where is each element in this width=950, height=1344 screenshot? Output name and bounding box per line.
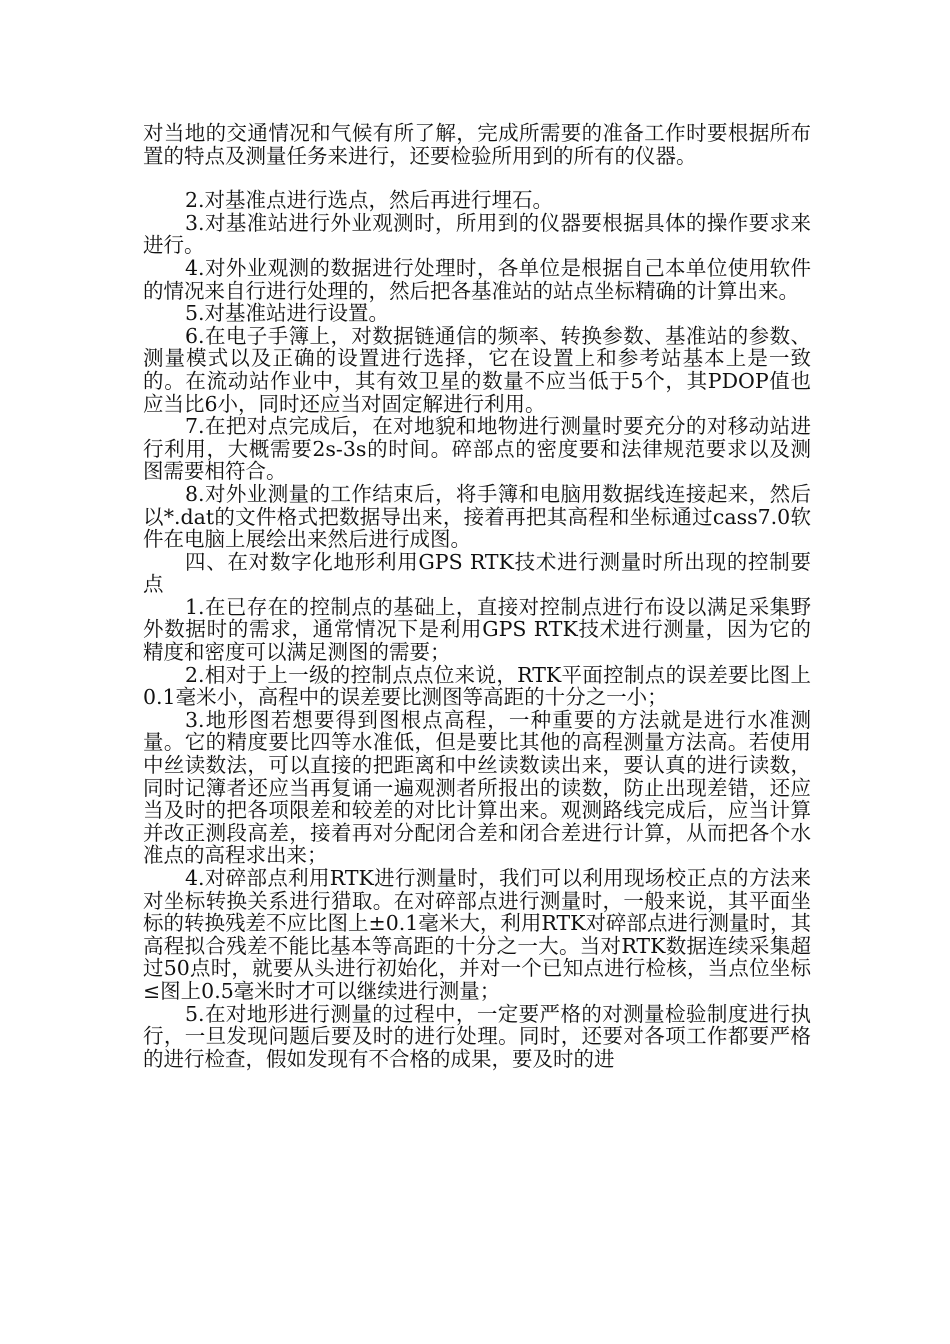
paragraph-point-1: 1.在已存在的控制点的基础上，直接对控制点进行布设以满足采集野外数据时的需求，通常情况下是利用GPS RTK技术进行测量，因为它的精度和密度可以满足测图的需要； xyxy=(143,594,811,665)
paragraph-step-6: 6.在电子手簿上，对数据链通信的频率、转换参数、基准站的参数、测量模式以及正确的设置进行选择，它在设置上和参考站基本上是一致的。在流动站作业中，其有效卫星的数量不应当低于5个，其PDOP值也应当比6小，同时还应当对固定解进行利用。 xyxy=(143,323,811,416)
paragraph-point-2: 2.相对于上一级的控制点点位来说，RTK平面控制点的误差要比图上0.1毫米小，高程中的误差要比测图等高距的十分之一小； xyxy=(143,662,811,710)
paragraph-step-3: 3.对基准站进行外业观测时，所用到的仪器要根据具体的操作要求来进行。 xyxy=(143,210,811,258)
paragraph-point-4: 4.对碎部点利用RTK进行测量时，我们可以利用现场校正点的方法来对坐标转换关系进行猎取。在对碎部点进行测量时，一般来说，其平面坐标的转换残差不应比图上±0.1毫米大，利用RTK对碎部点进行测量时，其高程拟合残差不能比基本等高距的十分之一大。当对RTK数据连续采集超过50点时，就要从头进行初始化，并对一个已知点进行检核，当点位坐标≤图上0.5毫米时才可以继续进行测量； xyxy=(143,866,811,1003)
paragraph-step-7: 7.在把对点完成后，在对地貌和地物进行测量时要充分的对移动站进行利用，大概需要2s-3s的时间。碎部点的密度要和法律规范要求以及测图需要相符合。 xyxy=(143,414,811,484)
paragraph-step-4: 4.对外业观测的数据进行处理时，各单位是根据自己本单位使用软件的情况来自行进行处理的，然后把各基准站的站点坐标精确的计算出来。 xyxy=(143,255,811,303)
section-heading-4: 四、在对数字化地形利用GPS RTK技术进行测量时所出现的控制要点 xyxy=(143,549,811,597)
paragraph-step-5: 5.对基准站进行设置。 xyxy=(185,301,390,326)
paragraph-continuation: 对当地的交通情况和气候有所了解，完成所需要的准备工作时要根据所布置的特点及测量任务来进行，还要检验所用到的所有的仪器。 xyxy=(143,121,811,168)
paragraph-point-3: 3.地形图若想要得到图根点高程，一种重要的方法就是进行水准测量。它的精度要比四等水准低，但是要比其他的高程测量方法高。若使用中丝读数法，可以直接的把距离和中丝读数读出来，要认真的进行读数，同时记簿者还应当再复诵一遍观测者所报出的读数，防止出现差错，还应当及时的把各项限差和较差的对比计算出来。观测路线完成后，应当计算并改正测段高差，接着再对分配闭合差和闭合差进行计算，从而把各个水准点的高程求出来； xyxy=(143,707,811,868)
paragraph-step-8: 8.对外业测量的工作结束后，将手簿和电脑用数据线连接起来，然后以*.dat的文件格式把数据导出来，接着再把其高程和坐标通过cass7.0软件在电脑上展绘出来然后进行成图。 xyxy=(143,481,811,552)
paragraph-step-2: 2.对基准点进行选点，然后再进行埋石。 xyxy=(185,188,554,213)
paragraph-point-5: 5.在对地形进行测量的过程中，一定要严格的对测量检验制度进行执行，一旦发现问题后要及时的进行处理。同时，还要对各项工作都要严格的进行检查，假如发现有不合格的成果，要及时的进 xyxy=(143,1001,811,1071)
document-body xyxy=(143,122,811,1070)
